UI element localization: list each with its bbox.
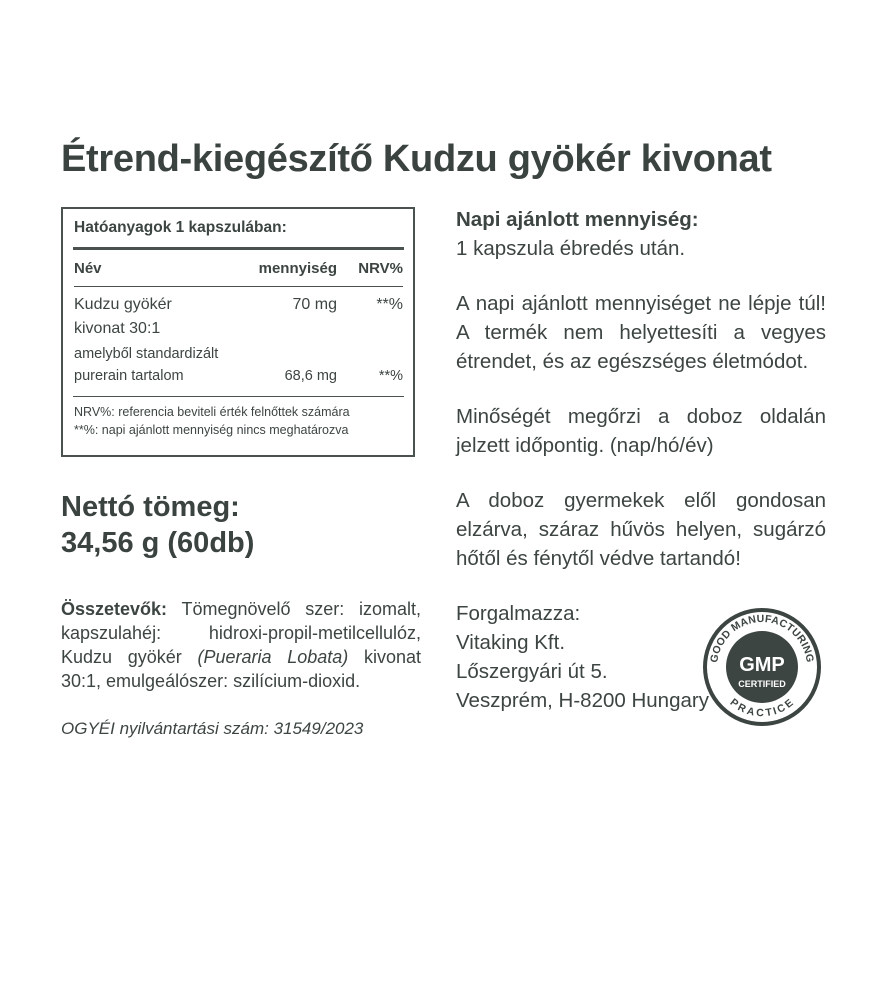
ingredients-part2: kivonat 30:1, emulgeálószer: szilícium-dioxid.	[61, 647, 421, 691]
facts-heading: Hatóanyagok 1 kapszulában:	[74, 219, 287, 236]
ingredient-name-line2: kivonat 30:1	[74, 320, 161, 337]
ingredient-nrv: **%	[376, 296, 403, 313]
ingredient-name-line1: Kudzu gyökér	[74, 296, 172, 313]
distributor-street: Lőszergyári út 5.	[456, 660, 608, 683]
ingredient-name	[74, 293, 219, 341]
dosage-section	[456, 205, 826, 263]
gmp-certified-badge	[702, 607, 822, 727]
column-header-quantity: mennyiség	[258, 259, 337, 277]
facts-footer-divider	[73, 396, 404, 397]
facts-header-row	[74, 250, 403, 287]
net-weight-label: Nettó tömeg:	[61, 491, 240, 523]
dosage-text: 1 kapszula ébredés után.	[456, 237, 686, 260]
sub-ingredient-name	[74, 343, 244, 387]
sub-ingredient-name-line1: amelyből standardizált	[74, 346, 219, 362]
facts-footnote	[74, 403, 403, 439]
net-weight-value: 34,56 g (60db)	[61, 527, 255, 559]
best-before-text: Minőségét megőrzi a doboz oldalán jelzett időpontig. (nap/hó/év)	[456, 405, 826, 457]
gmp-certified-text: CERTIFIED	[738, 679, 786, 689]
registration-number: OGYÉI nyilvántartási szám: 31549/2023	[61, 719, 364, 738]
gmp-ring-top-text: GOOD MANUFACTURING	[708, 612, 816, 664]
gmp-ring-bottom-text: PRACTICE	[727, 696, 797, 720]
facts-row-kudzu	[74, 293, 403, 341]
dosage-label: Napi ajánlott mennyiség:	[456, 208, 699, 231]
ingredients-text	[61, 597, 421, 693]
supplement-facts-box	[61, 207, 415, 457]
net-weight	[61, 489, 421, 561]
distributor-label: Forgalmazza:	[456, 602, 581, 625]
sub-ingredient-quantity: 68,6 mg	[284, 368, 337, 384]
column-header-nrv: NRV%	[358, 259, 403, 277]
ingredients-label: Összetevők:	[61, 599, 168, 619]
nrv-undefined-footnote: **%: napi ajánlott mennyiség nincs meghatározva	[74, 423, 349, 437]
distributor-city: Veszprém, H-8200 Hungary	[456, 689, 709, 712]
sub-ingredient-nrv: **%	[378, 368, 403, 384]
page-title: Étrend-kiegészítő Kudzu gyökér kivonat	[61, 138, 772, 180]
distributor-company: Vitaking Kft.	[456, 631, 566, 654]
sub-ingredient-name-line2: purerain tartalom	[74, 368, 184, 384]
column-header-name: Név	[74, 259, 102, 277]
ingredients-latin-name: (Pueraria Lobata)	[197, 647, 349, 667]
warning-text: A napi ajánlott mennyiséget ne lépje túl! A termék nem helyettesíti a vegyes étrendet, és az egészséges életmódot.	[456, 292, 826, 373]
gmp-main-text: GMP	[739, 654, 785, 676]
storage-text: A doboz gyermekek elől gondosan elzárva, száraz hűvös helyen, sugárzó hőtől és fénytől védve tartandó!	[456, 489, 826, 570]
ingredients-part1: Tömegnövelő szer: izomalt, kapszulahéj: hidroxi-propil-metilcellulóz, Kudzu gyökér	[61, 599, 421, 667]
facts-row-puerarin	[74, 343, 403, 387]
nrv-footnote: NRV%: referencia beviteli érték felnőttek számára	[74, 405, 350, 419]
ingredient-quantity: 70 mg	[292, 296, 337, 313]
left-column	[61, 207, 421, 739]
